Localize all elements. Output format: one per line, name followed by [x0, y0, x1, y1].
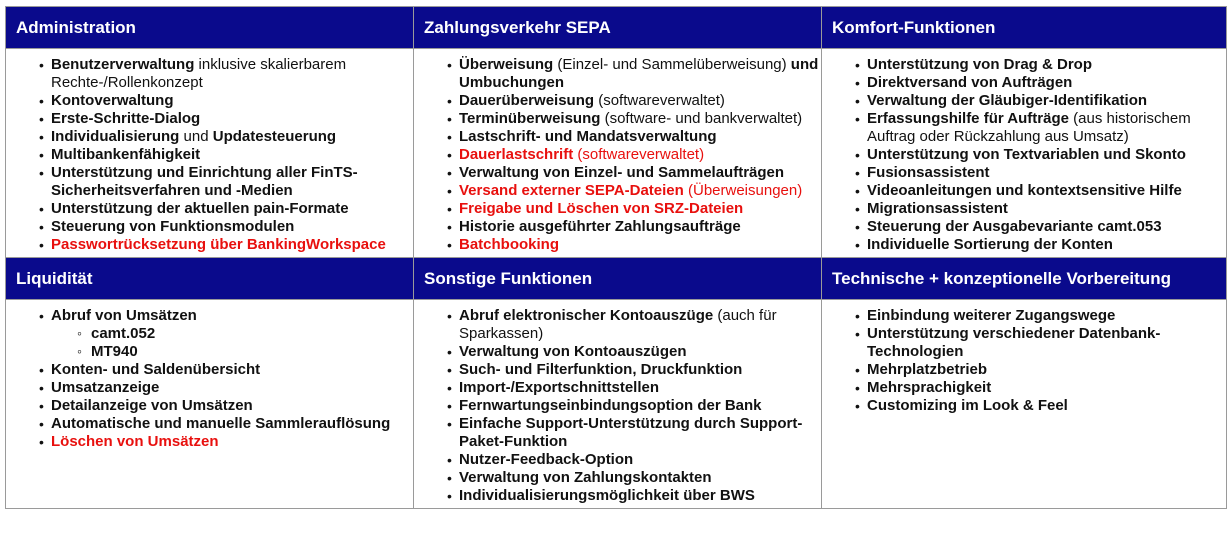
item-bold: Multibankenfähigkeit — [51, 146, 201, 163]
list-item — [867, 92, 1226, 110]
item-bold: Updatesteuerung — [212, 128, 337, 145]
list-item — [459, 379, 821, 397]
cell-technische-vorbereitung — [822, 300, 1227, 509]
list-item — [867, 146, 1226, 164]
item-normal: (software- und bankverwaltet) — [600, 110, 803, 127]
sublist-formats — [51, 325, 413, 361]
cell-sonstige-funktionen — [414, 300, 822, 509]
list-item — [867, 325, 1226, 361]
list-item — [459, 128, 821, 146]
list-item — [459, 343, 821, 361]
item-bold: Nutzer-Feedback-Option — [459, 451, 634, 468]
item-bold: Individualisierung — [51, 128, 180, 145]
list-item — [51, 110, 413, 128]
item-bold: Benutzerverwaltung — [51, 56, 195, 73]
item-bold: Überweisung — [459, 56, 554, 73]
item-bold: MT940 — [91, 343, 138, 360]
item-bold: Videoanleitungen und kontextsensitive Hilfe — [867, 182, 1182, 199]
list-item — [867, 200, 1226, 218]
header-administration: Administration — [6, 7, 414, 49]
item-bold: Konten- und Saldenübersicht — [51, 361, 261, 378]
list-item — [459, 218, 821, 236]
list-liquiditaet — [6, 307, 413, 451]
item-bold: Steuerung der Ausgabevariante camt.053 — [867, 218, 1162, 235]
list-item — [867, 110, 1226, 146]
item-bold-highlight: Passwortrücksetzung über BankingWorkspace — [51, 236, 386, 253]
list-item — [51, 415, 413, 433]
item-bold: Umsatzanzeige — [51, 379, 160, 396]
item-bold: Historie ausgeführter Zahlungsaufträge — [459, 218, 741, 235]
list-item — [459, 487, 821, 505]
item-normal: inklusive skalierbarem Rechte-/Rollenkonzept — [51, 56, 347, 91]
item-bold: Terminüberweisung — [459, 110, 601, 127]
list-item — [459, 415, 821, 451]
header-sonstige-funktionen: Sonstige Funktionen — [414, 258, 822, 300]
item-bold: Verwaltung von Zahlungskontakten — [459, 469, 712, 486]
list-item — [51, 56, 413, 92]
list-item — [867, 379, 1226, 397]
list-item — [51, 164, 413, 200]
item-normal: und — [179, 128, 213, 145]
list-item — [459, 146, 821, 164]
list-item — [867, 182, 1226, 200]
header-liquiditaet: Liquidität — [6, 258, 414, 300]
list-item — [459, 469, 821, 487]
item-bold: Erfassungshilfe für Aufträge — [867, 110, 1069, 127]
item-bold: Fusionsassistent — [867, 164, 990, 181]
item-bold: Mehrplatzbetrieb — [867, 361, 988, 378]
item-bold: Verwaltung der Gläubiger-Identifikation — [867, 92, 1148, 109]
item-bold-highlight: Löschen von Umsätzen — [51, 433, 219, 450]
item-bold: Einbindung weiterer Zugangswege — [867, 307, 1116, 324]
list-komfort — [822, 56, 1226, 254]
item-bold: Such- und Filterfunktion, Druckfunktion — [459, 361, 743, 378]
cell-zahlungsverkehr-sepa — [414, 49, 822, 258]
item-bold: Unterstützung der aktuellen pain-Formate — [51, 200, 349, 217]
list-item — [459, 110, 821, 128]
item-bold: Abruf von Umsätzen — [51, 307, 197, 324]
list-item — [51, 307, 413, 361]
list-item — [51, 218, 413, 236]
sub-list-item — [91, 343, 413, 361]
feature-table — [5, 6, 1227, 509]
item-bold: Unterstützung von Textvariablen und Skonto — [867, 146, 1186, 163]
item-bold: Fernwartungseinbindungsoption der Bank — [459, 397, 762, 414]
sub-list-item — [91, 325, 413, 343]
item-bold: Unterstützung verschiedener Datenbank-Technologien — [867, 325, 1161, 360]
list-item — [51, 92, 413, 110]
list-item — [51, 128, 413, 146]
list-sonstige — [414, 307, 821, 505]
item-normal: (softwareverwaltet) — [594, 92, 725, 109]
item-bold: Einfache Support-Unterstützung durch Support-Paket-Funktion — [459, 415, 803, 450]
content-row-bottom — [6, 300, 1227, 509]
header-row-top — [6, 7, 1227, 49]
list-item — [459, 56, 821, 92]
list-item — [459, 361, 821, 379]
list-item — [51, 397, 413, 415]
list-item — [867, 361, 1226, 379]
item-bold: Kontoverwaltung — [51, 92, 174, 109]
item-normal: (auch für Sparkassen) — [459, 307, 777, 342]
item-bold: Dauerüberweisung — [459, 92, 595, 109]
item-bold: Verwaltung von Kontoauszügen — [459, 343, 687, 360]
cell-administration — [6, 49, 414, 258]
list-item — [459, 200, 821, 218]
item-normal: (aus historischem Auftrag oder Rückzahlung aus Umsatz) — [867, 110, 1191, 145]
item-bold: Mehrsprachigkeit — [867, 379, 992, 396]
list-item — [459, 92, 821, 110]
item-bold: Direktversand von Aufträgen — [867, 74, 1073, 91]
item-bold: camt.052 — [91, 325, 156, 342]
list-sepa — [414, 56, 821, 254]
list-administration — [6, 56, 413, 254]
item-bold: Detailanzeige von Umsätzen — [51, 397, 253, 414]
list-item — [51, 236, 413, 254]
item-bold: Abruf elektronischer Kontoauszüge — [459, 307, 714, 324]
item-bold-highlight: Freigabe und Löschen von SRZ-Dateien — [459, 200, 744, 217]
item-bold: Lastschrift- und Mandatsverwaltung — [459, 128, 717, 145]
list-item — [459, 182, 821, 200]
item-bold-highlight: Dauerlastschrift — [459, 146, 574, 163]
item-bold: Unterstützung und Einrichtung aller FinTS-Sicherheitsverfahren und -Medien — [51, 164, 358, 199]
item-bold: Automatische und manuelle Sammlerauflösung — [51, 415, 391, 432]
list-item — [51, 379, 413, 397]
item-bold: Individualisierungsmöglichkeit über BWS — [459, 487, 755, 504]
item-bold-highlight: Batchbooking — [459, 236, 559, 253]
header-zahlungsverkehr-sepa: Zahlungsverkehr SEPA — [414, 7, 822, 49]
list-item — [867, 236, 1226, 254]
header-technische-vorbereitung: Technische + konzeptionelle Vorbereitung — [822, 258, 1227, 300]
item-normal: (Einzel- und Sammelüberweisung) — [553, 56, 787, 73]
item-normal-highlight: (softwareverwaltet) — [573, 146, 705, 163]
item-bold: Individuelle Sortierung der Konten — [867, 236, 1113, 253]
list-item — [51, 361, 413, 379]
header-komfort-funktionen: Komfort-Funktionen — [822, 7, 1227, 49]
item-bold: und Umbuchungen — [459, 56, 819, 91]
item-bold: Erste-Schritte-Dialog — [51, 110, 201, 127]
list-item — [51, 200, 413, 218]
item-bold-highlight: Versand externer SEPA-Dateien — [459, 182, 684, 199]
list-item — [51, 433, 413, 451]
cell-liquiditaet — [6, 300, 414, 509]
list-item — [459, 236, 821, 254]
header-row-bottom — [6, 258, 1227, 300]
content-row-top — [6, 49, 1227, 258]
cell-komfort-funktionen — [822, 49, 1227, 258]
item-bold: Verwaltung von Einzel- und Sammelaufträgen — [459, 164, 785, 181]
list-item — [459, 451, 821, 469]
list-item — [867, 56, 1226, 74]
list-item — [867, 218, 1226, 236]
item-bold: Customizing im Look & Feel — [867, 397, 1068, 414]
item-normal-highlight: (Überweisungen) — [683, 182, 803, 199]
list-item — [867, 164, 1226, 182]
list-item — [51, 146, 413, 164]
list-item — [867, 307, 1226, 325]
item-bold: Import-/Exportschnittstellen — [459, 379, 660, 396]
list-item — [459, 397, 821, 415]
item-bold: Steuerung von Funktionsmodulen — [51, 218, 295, 235]
item-bold: Unterstützung von Drag & Drop — [867, 56, 1092, 73]
item-bold: Migrationsassistent — [867, 200, 1008, 217]
list-item — [459, 164, 821, 182]
list-item — [459, 307, 821, 343]
list-technisch — [822, 307, 1226, 415]
list-item — [867, 397, 1226, 415]
list-item — [867, 74, 1226, 92]
